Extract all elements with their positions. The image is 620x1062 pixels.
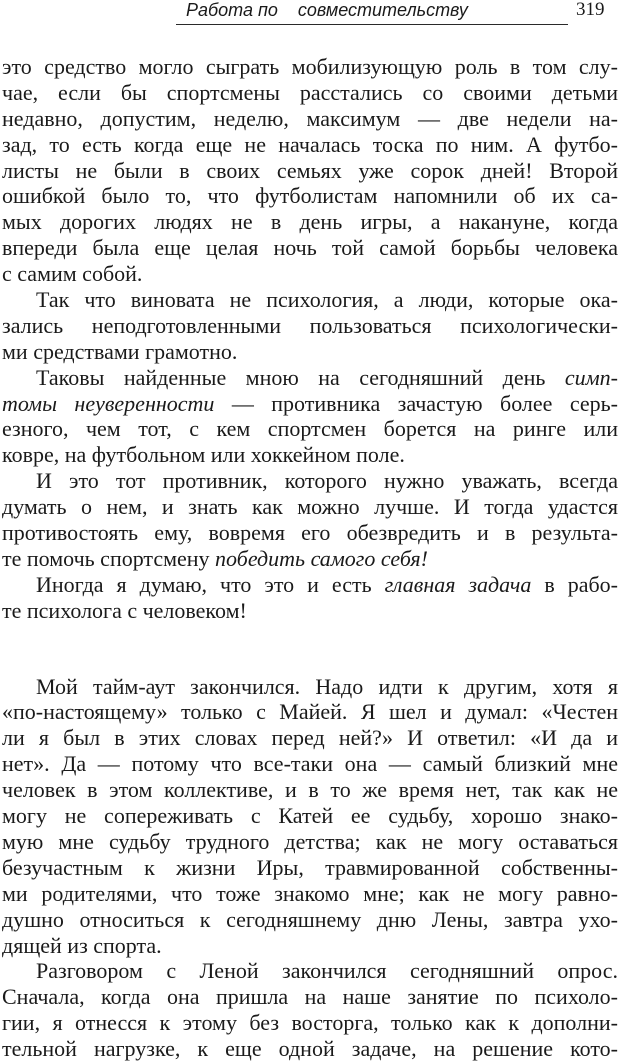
text-line bbox=[0, 958, 618, 984]
text-run: ошибкой было то, что футболистам напомнили об их са- bbox=[2, 183, 618, 209]
text-line bbox=[0, 416, 618, 442]
text-run: — противника зачастую более серь- bbox=[214, 390, 618, 416]
text-line bbox=[0, 183, 618, 209]
text-line bbox=[0, 855, 618, 881]
text-line bbox=[0, 494, 618, 520]
text-run: это средство могло сыграть мобилизующую роль в том слу- bbox=[2, 54, 618, 79]
text-run: ми родителями, что тоже знакомо мне; как не могу равно- bbox=[2, 880, 618, 906]
text-run: нет». Да — потому что все-таки она — самый близкий мне bbox=[2, 751, 618, 777]
text-line bbox=[0, 442, 618, 468]
text-line bbox=[0, 261, 618, 287]
body-text bbox=[0, 54, 620, 1062]
italic-text: симп- bbox=[564, 364, 618, 390]
italic-text: главная задача bbox=[384, 571, 532, 597]
text-run: безучастным к жизни Иры, травмированной собственны- bbox=[2, 854, 618, 880]
text-run: Мой тайм-аут закончился. Надо идти к другим, хотя я bbox=[36, 673, 618, 699]
text-run: езного, чем тот, с кем спортсмен борется на ринге или bbox=[2, 416, 618, 442]
text-run: те помочь спортсмену bbox=[2, 545, 216, 571]
text-line bbox=[0, 881, 618, 907]
text-line bbox=[0, 1036, 618, 1062]
text-line bbox=[0, 235, 618, 261]
text-run: Разговором с Леной закончился сегодняшний опрос. bbox=[36, 958, 618, 984]
text-line bbox=[0, 313, 618, 339]
running-title: Работа по совместительству bbox=[186, 0, 468, 20]
text-run: зад, то есть когда еще не началась тоска по ним. А футбо- bbox=[2, 131, 618, 157]
text-run: зались неподготовленными пользоваться психологически- bbox=[2, 312, 618, 338]
text-line bbox=[0, 984, 618, 1010]
text-line bbox=[0, 699, 618, 725]
text-run: Сначала, когда она пришла на наше занятие по психоло- bbox=[2, 984, 618, 1010]
text-line bbox=[0, 674, 618, 700]
text-line bbox=[0, 468, 618, 494]
text-run: И это тот противник, которого нужно уважать, всегда bbox=[36, 468, 618, 494]
text-run: чае, если бы спортсмены расстались со своими детьми bbox=[2, 79, 618, 105]
text-line bbox=[0, 132, 618, 158]
text-run: недавно, допустим, неделю, максимум — две недели на- bbox=[2, 105, 618, 131]
text-line bbox=[0, 907, 618, 933]
text-run: душно относиться к сегодняшнему дню Лены, завтра ухо- bbox=[2, 906, 618, 932]
text-line bbox=[0, 339, 618, 365]
text-run: впереди была еще целая ночь той самой борьбы человека bbox=[2, 235, 618, 261]
italic-text: победить самого себя! bbox=[215, 545, 428, 571]
page-number: 319 bbox=[576, 0, 605, 20]
text-line bbox=[0, 287, 618, 313]
text-run: с самим собой. bbox=[2, 261, 143, 287]
text-run: Таковы найденные мною на сегодняшний день bbox=[36, 364, 565, 390]
text-line bbox=[0, 803, 618, 829]
text-line bbox=[0, 209, 618, 235]
text-run: думать о нем, и знать как можно лучше. И тогда удастся bbox=[2, 494, 618, 520]
text-run: мую мне судьбу трудного детства; как не могу оставаться bbox=[2, 828, 618, 854]
header-rule bbox=[176, 24, 568, 25]
text-run: мых дорогих людях не в день игры, а накануне, когда bbox=[2, 209, 618, 235]
text-run: Так что виновата не психология, а люди, которые ока- bbox=[36, 287, 618, 313]
text-run: «по-настоящему» только с Майей. Я шел и думал: «Честен bbox=[2, 699, 618, 725]
text-line bbox=[0, 598, 618, 624]
text-line bbox=[0, 777, 618, 803]
text-run: тельной нагрузке, к еще одной задаче, на решение кото- bbox=[2, 1036, 618, 1062]
text-run: листы не были в своих семьях уже сорок дней! Второй bbox=[2, 157, 618, 183]
text-line bbox=[0, 54, 618, 80]
text-line bbox=[0, 725, 618, 751]
text-run: те психолога с человеком! bbox=[2, 597, 247, 623]
text-run: Иногда я думаю, что это и есть bbox=[36, 571, 385, 597]
text-run: ли я был в этих словах перед ней?» И ответил: «И да и bbox=[2, 725, 618, 751]
text-line bbox=[0, 158, 618, 184]
text-line bbox=[0, 546, 618, 572]
text-line bbox=[0, 106, 618, 132]
text-run: могу не сопереживать с Катей ее судьбу, хорошо знако- bbox=[2, 803, 618, 829]
text-line bbox=[0, 829, 618, 855]
running-header bbox=[0, 0, 620, 26]
text-line bbox=[0, 520, 618, 546]
text-line bbox=[0, 365, 618, 391]
text-line bbox=[0, 80, 618, 106]
text-line bbox=[0, 751, 618, 777]
text-line bbox=[0, 572, 618, 598]
text-run: ковре, на футбольном или хоккейном поле. bbox=[2, 442, 405, 468]
text-line bbox=[0, 933, 618, 959]
text-run: противостоять ему, вовремя его обезвредить и в результа- bbox=[2, 520, 618, 546]
text-run: в рабо- bbox=[531, 571, 619, 597]
text-run: дящей из спорта. bbox=[2, 932, 162, 958]
text-run: человек в этом коллективе, и в то же время нет, так как не bbox=[2, 777, 618, 803]
text-run: ми средствами грамотно. bbox=[2, 338, 238, 364]
text-run: гии, я отнесся к этому без восторга, только как к дополни- bbox=[2, 1010, 618, 1036]
text-line bbox=[0, 1010, 618, 1036]
text-line bbox=[0, 391, 618, 417]
section-gap bbox=[0, 624, 620, 674]
italic-text: томы неуверенности bbox=[2, 390, 215, 416]
